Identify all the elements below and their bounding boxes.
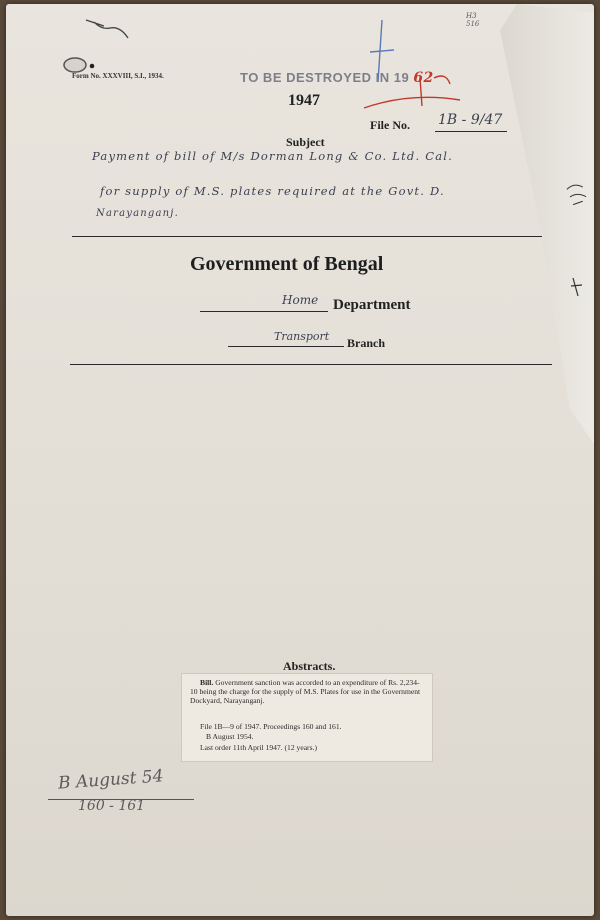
department-underline (200, 311, 328, 312)
pencil-note-proceedings: 160 - 161 (78, 798, 146, 814)
divider-bottom (70, 364, 552, 365)
pencil-note-date: B August 54 (57, 766, 165, 794)
branch-underline (228, 346, 344, 347)
pencil-mark (80, 16, 140, 46)
destroy-stamp-year: 62 (413, 70, 434, 86)
subject-line-1: Payment of bill of M/s Dorman Long & Co. Ltd. Cal. (92, 149, 453, 163)
divider-top (72, 236, 542, 237)
ink-marks (350, 12, 510, 122)
abstract-b-line: B August 1954. (206, 732, 254, 741)
destroy-stamp-text: TO BE DESTROYED IN 19 (240, 70, 410, 85)
subject-line-2: for supply of M.S. plates required at the Govt. D. (100, 184, 445, 198)
abstract-body (190, 678, 426, 705)
file-number-label: File No. (370, 118, 410, 132)
subject-line-3: Narayanganj. (96, 208, 179, 219)
margin-note-mark (564, 181, 590, 213)
corner-reference: H3 516 (466, 12, 480, 28)
abstract-slip (181, 673, 433, 762)
form-number: Form No. XXXVIII, S.I., 1934. (72, 72, 164, 80)
branch-label: Branch (347, 336, 386, 350)
abstracts-heading: Abstracts. (283, 659, 336, 673)
file-number-value: 1B - 9/47 (438, 112, 503, 128)
abstract-bill-label: Bill. (200, 678, 214, 687)
abstract-last-order: Last order 11th April 1947. (12 years.) (200, 743, 317, 752)
government-title: Government of Bengal (190, 253, 384, 275)
margin-scribble-icon (564, 181, 589, 210)
department-handwritten: Home (282, 293, 319, 307)
abstract-file-line: File 1B—9 of 1947. Proceedings 160 and 161. (200, 722, 342, 731)
subject-heading: Subject (286, 135, 325, 149)
department-label: Department (333, 297, 411, 313)
file-year: 1947 (288, 92, 320, 109)
margin-tick-icon (570, 276, 584, 298)
branch-handwritten: Transport (274, 330, 330, 343)
file-number-underline (435, 131, 507, 132)
abstract-body-text: Government sanction was accorded to an expenditure of Rs. 2,234-10 being the charge for the supply of M.S. Plates for use in the Government Dockyard, Narayanganj. (190, 678, 421, 705)
